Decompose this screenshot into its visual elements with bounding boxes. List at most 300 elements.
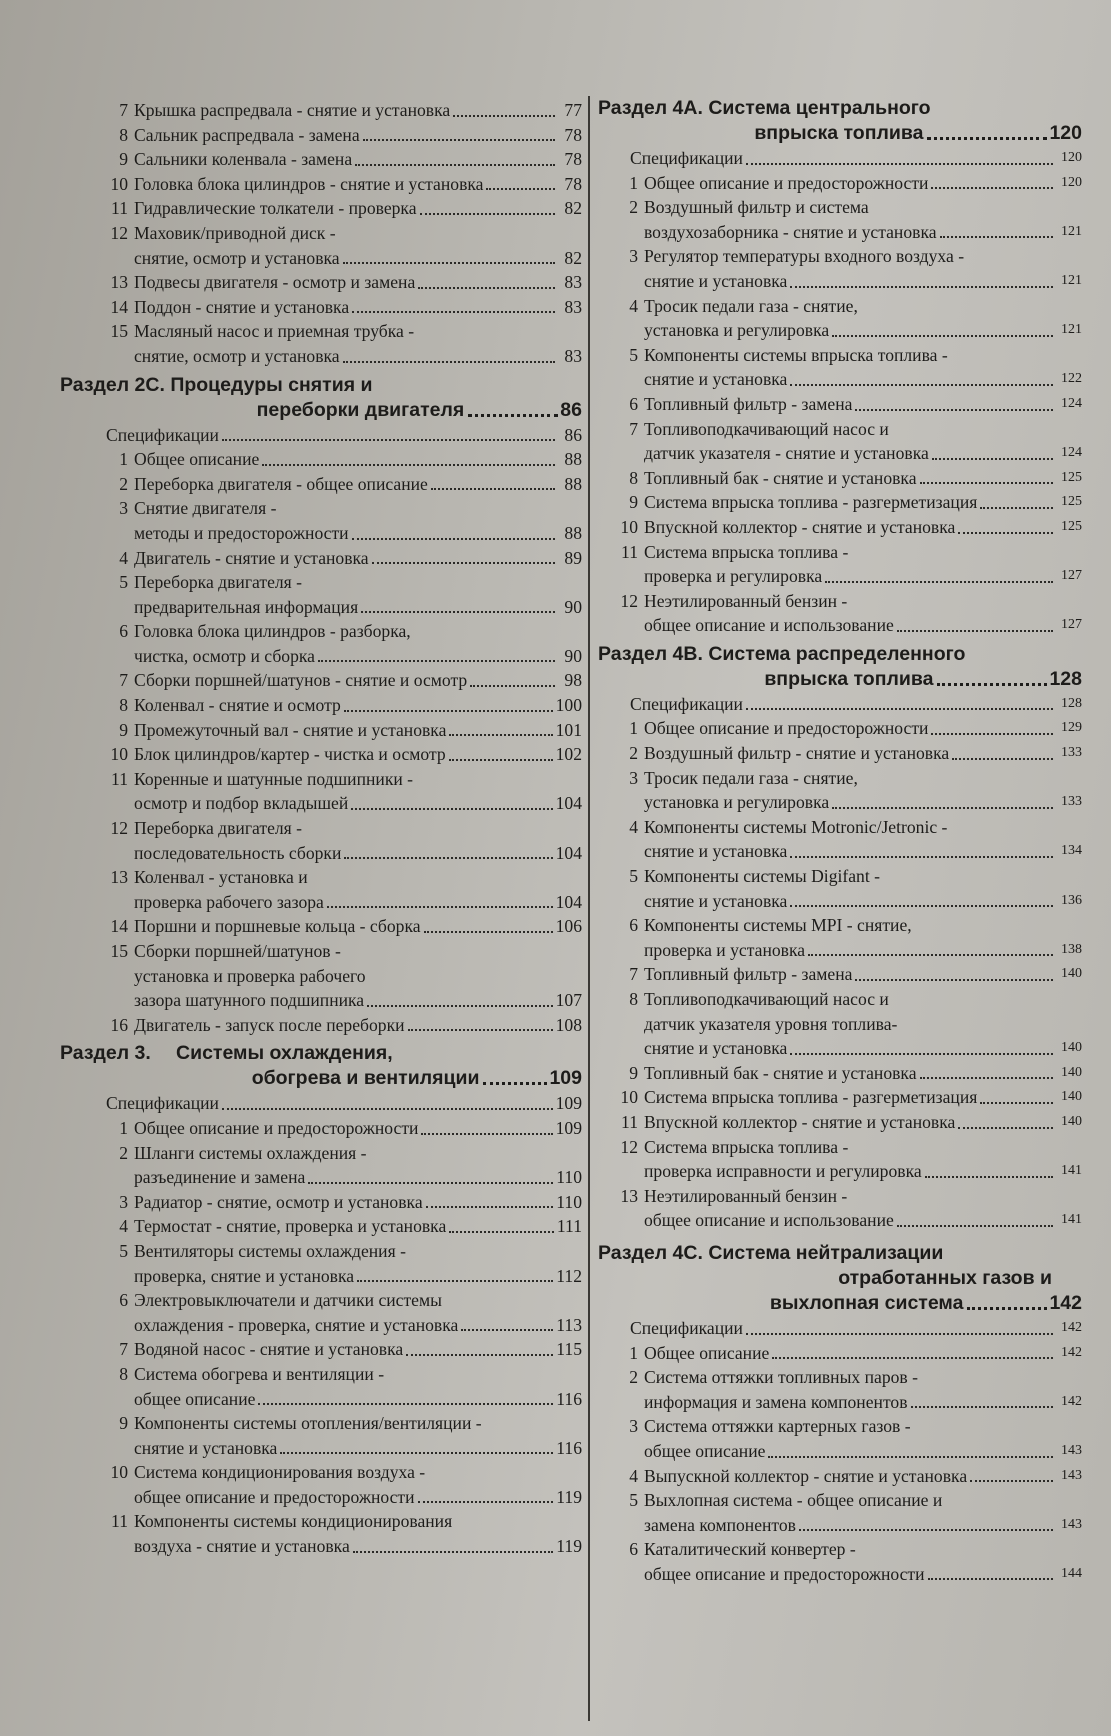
toc-entry-page: 86 bbox=[564, 424, 582, 445]
toc-entry bbox=[598, 171, 1082, 196]
dot-leader bbox=[408, 1027, 553, 1031]
toc-entry-number: 6 bbox=[629, 393, 638, 414]
dot-leader bbox=[925, 1174, 1053, 1178]
toc-entry-title: воздухозаборника - снятие и установка bbox=[644, 221, 937, 242]
toc-entry-number: 4 bbox=[629, 295, 638, 316]
toc-entry-number: 5 bbox=[119, 572, 128, 593]
toc-entry bbox=[598, 1562, 1082, 1587]
toc-entry-title: Регулятор температуры входного воздуха - bbox=[644, 246, 965, 267]
dot-leader bbox=[931, 731, 1053, 735]
toc-entry bbox=[60, 693, 582, 718]
toc-entry-number: 3 bbox=[629, 246, 638, 267]
toc-entry-page: 119 bbox=[556, 1486, 582, 1507]
toc-entry bbox=[598, 613, 1082, 638]
toc-entry-number: 2 bbox=[119, 473, 128, 494]
toc-entry-page: 111 bbox=[556, 1216, 582, 1237]
toc-entry-title: снятие и установка bbox=[644, 270, 788, 291]
toc-entry-title: воздуха - снятие и установка bbox=[134, 1536, 350, 1557]
dot-leader bbox=[418, 1499, 554, 1503]
toc-entry bbox=[60, 841, 582, 866]
toc-entry-number: 10 bbox=[620, 1087, 638, 1108]
toc-entry bbox=[60, 221, 582, 246]
toc-entry-page: 88 bbox=[564, 473, 582, 494]
toc-entry-page: 90 bbox=[564, 645, 582, 666]
toc-entry-title: информация и замена компонентов bbox=[644, 1391, 908, 1412]
toc-entry-title: последовательность сборки bbox=[134, 842, 342, 863]
toc-entry-number: 15 bbox=[110, 941, 128, 961]
toc-entry-title: общее описание и предосторожности bbox=[134, 1486, 415, 1507]
toc-entry-page: 110 bbox=[556, 1167, 582, 1188]
toc-entry-title: Неэтилированный бензин - bbox=[644, 1185, 848, 1206]
toc-entry-title: снятие, осмотр и установка bbox=[134, 345, 340, 366]
toc-entry-title: Головка блока цилиндров - разборка, bbox=[134, 621, 411, 642]
dot-leader bbox=[222, 437, 555, 441]
toc-entry-number: 3 bbox=[629, 1416, 638, 1437]
dot-leader bbox=[768, 1454, 1053, 1458]
dot-leader bbox=[958, 1125, 1053, 1129]
toc-entry-number: 12 bbox=[620, 590, 638, 611]
toc-entry bbox=[60, 546, 582, 571]
toc-entry-number: 3 bbox=[629, 767, 638, 788]
toc-entry-title: зазора шатунного подшипника bbox=[134, 990, 365, 1011]
toc-entry-number: 6 bbox=[629, 915, 638, 936]
dot-leader bbox=[790, 284, 1053, 288]
toc-entry-page: 102 bbox=[555, 744, 582, 765]
toc-entry-title: Коленвал - установка и bbox=[134, 867, 308, 888]
toc-entry-title: осмотр и подбор вкладышей bbox=[134, 793, 349, 814]
toc-entry bbox=[598, 540, 1082, 565]
toc-entry-page: 122 bbox=[1061, 371, 1082, 387]
toc-entry bbox=[598, 466, 1082, 491]
toc-entry bbox=[60, 1534, 582, 1559]
column-divider bbox=[588, 96, 590, 1721]
toc-entry bbox=[598, 1390, 1082, 1415]
toc-entry-page: 121 bbox=[1061, 272, 1082, 288]
dot-leader bbox=[832, 333, 1053, 337]
dot-leader bbox=[343, 359, 555, 363]
toc-entry-title: Топливный фильтр - замена bbox=[644, 393, 853, 414]
toc-entry-title: Общее описание bbox=[644, 1342, 770, 1363]
toc-entry bbox=[60, 939, 582, 964]
toc-entry-page: 82 bbox=[564, 198, 582, 219]
toc-entry-title: Тросик педали газа - снятие, bbox=[644, 767, 858, 788]
toc-entry-number: 1 bbox=[629, 718, 638, 739]
toc-entry-title: Крышка распредвала - снятие и установка bbox=[134, 100, 451, 120]
dot-leader bbox=[931, 185, 1053, 189]
toc-entry-title: Неэтилированный бензин - bbox=[644, 590, 848, 611]
section-title-line: переборки двигателя bbox=[256, 398, 465, 421]
dot-leader bbox=[808, 952, 1053, 956]
toc-entry-title: Поршни и поршневые кольца - сборка bbox=[134, 916, 421, 937]
toc-entry-number: 11 bbox=[621, 1111, 638, 1132]
toc-entry-number: 14 bbox=[110, 296, 128, 317]
toc-entry-page: 143 bbox=[1061, 1516, 1082, 1532]
toc-entry-number: 6 bbox=[629, 1539, 638, 1560]
toc-entry-page: 125 bbox=[1061, 469, 1082, 485]
toc-entry bbox=[598, 716, 1082, 741]
toc-entry-title: Компоненты системы Digifant - bbox=[644, 866, 880, 887]
toc-entry-title: Сборки поршней/шатунов - bbox=[134, 941, 341, 961]
toc-entry-page: 140 bbox=[1061, 1064, 1082, 1080]
toc-entry-number: 9 bbox=[629, 492, 638, 513]
toc-entry-number: 7 bbox=[119, 1339, 128, 1360]
toc-entry bbox=[598, 294, 1082, 319]
toc-right-column bbox=[598, 0, 1082, 1586]
toc-entry-number: 13 bbox=[110, 867, 128, 888]
toc-entry-title: Блок цилиндров/картер - чистка и осмотр bbox=[134, 744, 446, 765]
toc-entry-number: 3 bbox=[119, 498, 128, 519]
toc-entry-page: 78 bbox=[564, 173, 582, 194]
toc-entry bbox=[598, 1110, 1082, 1135]
toc-entry-number: 8 bbox=[119, 695, 128, 716]
toc-entry-title: Тросик педали газа - снятие, bbox=[644, 295, 858, 316]
dot-leader bbox=[431, 486, 555, 490]
toc-entry-page: 77 bbox=[564, 100, 582, 120]
toc-entry-title: Воздушный фильтр и система bbox=[644, 197, 869, 218]
toc-entry-page: 134 bbox=[1061, 843, 1082, 859]
dot-leader bbox=[424, 929, 553, 933]
toc-entry-number: 8 bbox=[119, 124, 128, 145]
section-title-line: впрыска топлива bbox=[754, 122, 924, 144]
toc-specifications-row bbox=[60, 423, 582, 448]
toc-entry-number: 8 bbox=[629, 989, 638, 1009]
toc-specifications-row bbox=[598, 692, 1082, 717]
toc-entry-number: 11 bbox=[111, 198, 128, 219]
toc-entry-number: 6 bbox=[119, 1290, 128, 1311]
toc-entry bbox=[60, 196, 582, 221]
toc-left-column bbox=[60, 0, 582, 1559]
toc-entry-page: 140 bbox=[1061, 966, 1082, 982]
dot-leader bbox=[363, 137, 555, 141]
dot-leader bbox=[920, 1075, 1053, 1079]
toc-entry-title: Спецификации bbox=[630, 1317, 743, 1338]
toc-entry bbox=[598, 269, 1082, 294]
toc-entry-page: 83 bbox=[564, 296, 582, 317]
toc-entry-page: 90 bbox=[564, 596, 582, 617]
dot-leader bbox=[222, 1106, 553, 1110]
dot-leader bbox=[825, 579, 1053, 583]
section-page-number: 142 bbox=[1049, 1291, 1082, 1314]
toc-entry-title: Двигатель - запуск после переборки bbox=[134, 1014, 405, 1035]
toc-entry bbox=[60, 1313, 582, 1338]
section-4b-heading bbox=[598, 642, 1082, 692]
toc-entry-title: Электровыключатели и датчики системы bbox=[134, 1290, 442, 1311]
toc-entry-page: 104 bbox=[555, 793, 582, 814]
toc-entry-page: 106 bbox=[555, 916, 582, 937]
dot-leader bbox=[351, 806, 552, 810]
toc-entry bbox=[598, 889, 1082, 914]
toc-entry-title: Воздушный фильтр - снятие и установка bbox=[644, 743, 950, 764]
toc-entry bbox=[598, 1184, 1082, 1209]
toc-entry bbox=[598, 589, 1082, 614]
section-page-number: 128 bbox=[1049, 667, 1082, 690]
toc-entry-page: 133 bbox=[1061, 794, 1082, 810]
toc-entry-number: 9 bbox=[119, 719, 128, 740]
toc-entry bbox=[60, 742, 582, 767]
toc-entry-number: 2 bbox=[629, 197, 638, 218]
toc-entry bbox=[60, 1485, 582, 1510]
dot-leader bbox=[280, 1450, 553, 1454]
toc-entry-number: 1 bbox=[629, 172, 638, 193]
dot-leader bbox=[420, 211, 555, 215]
toc-entry-title: Система впрыска топлива - bbox=[644, 541, 849, 562]
toc-entry-number: 2 bbox=[629, 743, 638, 764]
toc-entry bbox=[60, 1165, 582, 1190]
toc-entry-title: охлаждения - проверка, снятие и установка bbox=[134, 1314, 459, 1335]
toc-entry-title: Коренные и шатунные подшипники - bbox=[134, 768, 414, 789]
toc-entry-title: Компоненты системы Motronic/Jetronic - bbox=[644, 816, 948, 837]
toc-entry-number: 1 bbox=[629, 1342, 638, 1363]
dot-leader bbox=[343, 260, 555, 264]
dot-leader bbox=[958, 530, 1053, 534]
toc-entry-number: 4 bbox=[629, 816, 638, 837]
toc-entry-title: Сборки поршней/шатунов - снятие и осмотр bbox=[134, 670, 468, 691]
toc-entry-number: 1 bbox=[119, 1117, 128, 1138]
dot-leader bbox=[421, 1131, 552, 1135]
dot-leader bbox=[344, 708, 553, 712]
toc-entry-title: Топливный фильтр - замена bbox=[644, 964, 853, 985]
toc-entry-title: Каталитический конвертер - bbox=[644, 1539, 856, 1560]
toc-entry-number: 9 bbox=[119, 1413, 128, 1434]
dot-leader bbox=[470, 683, 555, 687]
toc-entry-title: снятие и установка bbox=[134, 1437, 278, 1458]
toc-entry-title: Снятие двигателя - bbox=[134, 498, 277, 519]
toc-entry-page: 127 bbox=[1061, 617, 1082, 633]
toc-entry-title: Гидравлические толкатели - проверка bbox=[134, 198, 417, 219]
dot-leader bbox=[746, 1331, 1053, 1335]
dot-leader bbox=[367, 1003, 552, 1007]
section-title-line: Раздел 2С. Процедуры снятия и bbox=[60, 373, 373, 396]
toc-entry bbox=[598, 839, 1082, 864]
toc-entry-title: Сальники коленвала - замена bbox=[134, 149, 353, 170]
toc-entry-page: 110 bbox=[556, 1191, 582, 1212]
dot-leader bbox=[952, 756, 1053, 760]
toc-entry-number: 10 bbox=[110, 744, 128, 765]
toc-entry bbox=[60, 496, 582, 521]
toc-entry-title: проверка рабочего зазора bbox=[134, 891, 324, 912]
dot-leader bbox=[855, 407, 1053, 411]
dot-leader bbox=[449, 1229, 554, 1233]
toc-entry-page: 83 bbox=[564, 345, 582, 366]
dot-leader bbox=[449, 757, 553, 761]
toc-entry bbox=[598, 1414, 1082, 1439]
toc-entry-title: Поддон - снятие и установка bbox=[134, 296, 350, 317]
toc-list-4a bbox=[598, 146, 1082, 638]
toc-entry-title: Система обогрева и вентиляции - bbox=[134, 1363, 385, 1384]
dot-leader bbox=[318, 658, 555, 662]
toc-entry bbox=[60, 98, 582, 123]
toc-entry-title: Система впрыска топлива - разгерметизация bbox=[644, 1087, 978, 1108]
toc-entry-page: 115 bbox=[556, 1339, 582, 1360]
section-page-number: 86 bbox=[560, 398, 582, 421]
toc-entry-page: 113 bbox=[556, 1314, 582, 1335]
toc-entry-page: 121 bbox=[1061, 322, 1082, 338]
toc-entry bbox=[60, 270, 582, 295]
toc-entry-title: Система оттяжки топливных паров - bbox=[644, 1367, 918, 1388]
toc-entry-title: снятие, осмотр и установка bbox=[134, 247, 340, 268]
toc-entry bbox=[60, 619, 582, 644]
toc-entry bbox=[598, 1159, 1082, 1184]
toc-entry-title: Компоненты системы кондиционирования bbox=[134, 1511, 453, 1532]
toc-entry-title: Топливоподкачивающий насос и bbox=[644, 989, 889, 1009]
dot-leader bbox=[932, 456, 1053, 460]
toc-entry bbox=[60, 1436, 582, 1461]
toc-entry bbox=[60, 1411, 582, 1436]
toc-entry-title: общее описание и использование bbox=[644, 1210, 894, 1231]
dot-leader bbox=[746, 161, 1053, 165]
toc-entry-page: 120 bbox=[1061, 174, 1082, 190]
toc-entry bbox=[60, 1239, 582, 1264]
toc-list-4b bbox=[598, 692, 1082, 1233]
section-title-line: выхлопная система bbox=[769, 1291, 964, 1314]
toc-entry bbox=[598, 244, 1082, 269]
dot-leader bbox=[486, 186, 555, 190]
toc-entry-number: 5 bbox=[629, 1490, 638, 1511]
toc-entry bbox=[60, 816, 582, 841]
toc-entry bbox=[60, 344, 582, 369]
toc-list-2c bbox=[60, 423, 582, 1038]
toc-entry-title: проверка, снятие и установка bbox=[134, 1265, 355, 1286]
toc-entry-title: чистка, осмотр и сборка bbox=[134, 645, 315, 666]
toc-entry-page: 133 bbox=[1061, 745, 1082, 761]
toc-entry-page: 142 bbox=[1061, 1393, 1082, 1409]
section-4a-heading bbox=[598, 96, 1082, 146]
toc-entry-title: общее описание и использование bbox=[644, 615, 894, 636]
toc-entry-page: 78 bbox=[564, 149, 582, 170]
toc-entry-title: Коленвал - снятие и осмотр bbox=[134, 695, 341, 716]
toc-entry-title: Впускной коллектор - снятие и установка bbox=[644, 1111, 956, 1132]
toc-entry bbox=[60, 1387, 582, 1412]
toc-entry bbox=[60, 1288, 582, 1313]
dot-leader bbox=[940, 234, 1053, 238]
dot-leader bbox=[746, 706, 1053, 710]
toc-entry-title: установка и регулировка bbox=[644, 320, 830, 341]
toc-entry bbox=[598, 490, 1082, 515]
toc-entry-page: 100 bbox=[555, 695, 582, 716]
section-title-line: отработанных газов и bbox=[838, 1266, 1052, 1289]
toc-entry bbox=[598, 1341, 1082, 1366]
toc-entry-page: 101 bbox=[555, 719, 582, 740]
toc-entry-number: 2 bbox=[119, 1142, 128, 1163]
toc-entry bbox=[598, 1488, 1082, 1513]
toc-entry-title: Подвесы двигателя - осмотр и замена bbox=[134, 272, 416, 293]
toc-entry-title: Спецификации bbox=[106, 424, 219, 445]
toc-entry bbox=[60, 246, 582, 271]
toc-entry-title: Промежуточный вал - снятие и установка bbox=[134, 719, 447, 740]
toc-entry bbox=[598, 564, 1082, 589]
toc-entry-title: датчик указателя уровня топлива- bbox=[644, 1013, 898, 1034]
toc-entry-title: датчик указателя - снятие и установка bbox=[644, 443, 929, 464]
toc-entry-number: 2 bbox=[629, 1367, 638, 1388]
toc-entry-number: 8 bbox=[119, 1363, 128, 1384]
toc-entry bbox=[60, 890, 582, 915]
toc-entry-number: 10 bbox=[110, 173, 128, 194]
toc-entry bbox=[60, 595, 582, 620]
toc-entry-page: 128 bbox=[1061, 695, 1082, 711]
toc-entry bbox=[60, 447, 582, 472]
dot-leader bbox=[352, 536, 555, 540]
toc-entry-page: 88 bbox=[564, 449, 582, 470]
toc-entry-number: 13 bbox=[620, 1185, 638, 1206]
toc-entry-title: Спецификации bbox=[630, 693, 743, 714]
toc-entry bbox=[598, 1464, 1082, 1489]
toc-entry-title: Выпускной коллектор - снятие и установка bbox=[644, 1465, 968, 1486]
toc-entry bbox=[60, 914, 582, 939]
toc-entry-number: 11 bbox=[111, 1511, 128, 1532]
toc-entry-title: Сальник распредвала - замена bbox=[134, 124, 360, 145]
toc-entry-title: Радиатор - снятие, осмотр и установка bbox=[134, 1191, 423, 1212]
toc-entry-title: Топливоподкачивающий насос и bbox=[644, 418, 889, 439]
toc-entry-page: 98 bbox=[564, 670, 582, 691]
toc-entry bbox=[598, 392, 1082, 417]
toc-entry-title: Головка блока цилиндров - снятие и установка bbox=[134, 173, 484, 194]
toc-entry-number: 5 bbox=[629, 866, 638, 887]
toc-entry bbox=[60, 1116, 582, 1141]
toc-entry-title: Выхлопная система - общее описание и bbox=[644, 1490, 943, 1511]
toc-entry bbox=[60, 1509, 582, 1534]
toc-entry-page: 112 bbox=[556, 1265, 582, 1286]
toc-entry-page: 120 bbox=[1061, 150, 1082, 165]
toc-entry bbox=[598, 1208, 1082, 1233]
dot-leader bbox=[352, 309, 555, 313]
dot-leader bbox=[308, 1180, 553, 1184]
toc-entry-title: проверка и регулировка bbox=[644, 566, 823, 587]
toc-entry-page: 140 bbox=[1061, 1089, 1082, 1105]
toc-entry-number: 9 bbox=[629, 1062, 638, 1083]
toc-entry-page: 142 bbox=[1061, 1319, 1082, 1335]
toc-entry bbox=[60, 1013, 582, 1038]
toc-specifications-row bbox=[598, 1316, 1082, 1341]
toc-entry-page: 104 bbox=[555, 842, 582, 863]
toc-list-top bbox=[60, 98, 582, 369]
toc-entry-page: 136 bbox=[1061, 892, 1082, 908]
toc-entry-number: 16 bbox=[110, 1014, 128, 1035]
toc-entry-number: 7 bbox=[629, 418, 638, 439]
toc-entry-title: Впускной коллектор - снятие и установка bbox=[644, 516, 956, 537]
dot-leader bbox=[970, 1478, 1053, 1482]
dot-leader bbox=[980, 505, 1053, 509]
toc-entry-title: Система впрыска топлива - разгерметизация bbox=[644, 492, 978, 513]
dot-leader bbox=[461, 1327, 553, 1331]
toc-entry-page: 144 bbox=[1061, 1565, 1082, 1581]
toc-entry-page: 104 bbox=[555, 891, 582, 912]
toc-entry bbox=[598, 1537, 1082, 1562]
dot-leader bbox=[372, 560, 555, 564]
toc-entry-page: 140 bbox=[1061, 1113, 1082, 1129]
dot-leader bbox=[453, 113, 555, 117]
toc-entry bbox=[60, 668, 582, 693]
toc-entry-number: 7 bbox=[119, 100, 128, 120]
dot-leader bbox=[980, 1100, 1053, 1104]
dot-leader bbox=[772, 1355, 1053, 1359]
toc-entry-title: снятие и установка bbox=[644, 890, 788, 911]
toc-entry-page: 121 bbox=[1061, 223, 1082, 239]
toc-entry bbox=[598, 1439, 1082, 1464]
toc-entry-number: 10 bbox=[110, 1462, 128, 1483]
toc-entry-page: 116 bbox=[556, 1437, 582, 1458]
dot-leader bbox=[897, 1223, 1053, 1227]
toc-entry bbox=[598, 815, 1082, 840]
toc-entry-page: 124 bbox=[1061, 395, 1082, 411]
toc-entry bbox=[598, 417, 1082, 442]
toc-entry bbox=[598, 195, 1082, 220]
toc-entry-page: 127 bbox=[1061, 568, 1082, 584]
toc-entry-number: 12 bbox=[110, 818, 128, 839]
toc-entry-title: Общее описание и предосторожности bbox=[134, 1117, 419, 1138]
toc-entry-page: 141 bbox=[1061, 1163, 1082, 1179]
toc-entry-page: 140 bbox=[1061, 1040, 1082, 1056]
section-title-line: Раздел 4А. Система центрального bbox=[598, 97, 931, 119]
